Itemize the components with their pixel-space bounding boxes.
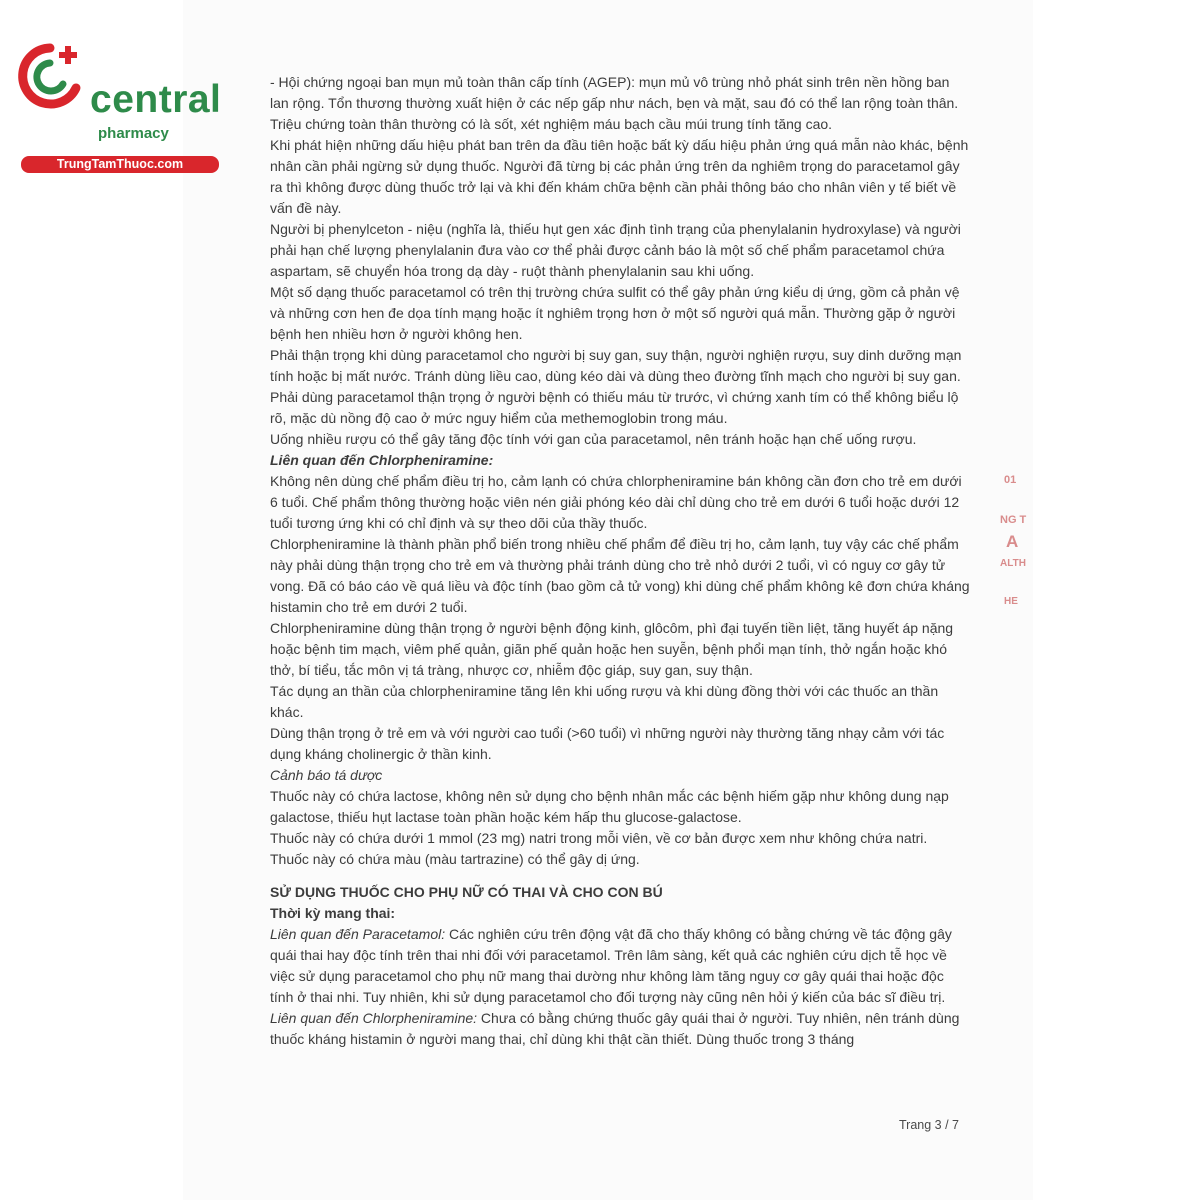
paragraph-text: Chưa có bằng chứng thuốc gây quái thai ở người. Tuy nhiên, nên tránh dùng thuốc kháng histamin ở người mang thai, chỉ dùng khi thật cần thiết. Dùng thuốc trong 3 tháng xyxy=(270,1010,960,1047)
body-paragraph: Người bị phenylceton - niệu (nghĩa là, thiếu hụt gen xác định tình trạng của phenylalanin hydroxylase) và người phải hạn chế lượng phenylalanin đưa vào cơ thể phải được cảnh báo là một số chế phẩm paracetamol chứa aspartam, sẽ chuyển hóa trong dạ dày - ruột thành phenylalanin sau khi uống. xyxy=(270,221,961,279)
paragraph-lead: Liên quan đến Chlorpheniramine: xyxy=(270,1010,478,1026)
red-stamp-fragment xyxy=(998,462,1028,622)
logo-brand-name: central xyxy=(90,78,222,121)
body-paragraph: Tác dụng an thần của chlorpheniramine tăng lên khi uống rượu và khi dùng đồng thời với các thuốc an thần khác. xyxy=(270,683,939,720)
logo-mark-icon xyxy=(10,38,90,118)
body-paragraph: Phải thận trọng khi dùng paracetamol cho người bị suy gan, suy thận, người nghiện rượu, suy dinh dưỡng mạn tính hoặc bị mất nước. Tránh dùng liều cao, dùng kéo dài và dùng theo đường tĩnh mạch cho người bị suy gan. xyxy=(270,347,962,384)
stamp-text: 01 xyxy=(1004,474,1017,486)
subsection-heading: Thời kỳ mang thai: xyxy=(270,905,396,921)
body-paragraph: Uống nhiều rượu có thể gây tăng độc tính với gan của paracetamol, nên tránh hoặc hạn chế uống rượu. xyxy=(270,431,917,447)
body-paragraph: Một số dạng thuốc paracetamol có trên thị trường chứa sulfit có thể gây phản ứng kiểu dị ứng, gồm cả phản vệ và những cơn hen đe dọa tính mạng hoặc ít nghiêm trọng hơn ở một số người quá mẫn. Thường gặp ở người bệnh hen nhiều hơn ở người không hen. xyxy=(270,284,960,342)
body-paragraph: Không nên dùng chế phẩm điều trị ho, cảm lạnh có chứa chlorpheniramine bán không cần đơn cho trẻ em dưới 6 tuổi. Chế phẩm thông thường hoặc viên nén giải phóng kéo dài chỉ dùng cho trẻ em dưới 6 tuổi hoặc dưới 12 tuổi tương ứng khi có chỉ định và sự theo dõi của thầy thuốc. xyxy=(270,473,962,531)
logo-subtitle: pharmacy xyxy=(98,125,169,142)
body-paragraph: Phải dùng paracetamol thận trọng ở người bệnh có thiếu máu từ trước, vì chứng xanh tím có thể không biểu lộ rõ, mặc dù nồng độ cao ở mức nguy hiểm của methemoglobin trong máu. xyxy=(270,389,959,426)
stamp-text: NG T xyxy=(1000,514,1027,526)
body-paragraph: Dùng thận trọng ở trẻ em và với người cao tuổi (>60 tuổi) vì những người này thường tăng nhạy cảm với tác dụng kháng cholinergic ở thần kinh. xyxy=(270,725,945,762)
central-pharmacy-logo[interactable] xyxy=(10,38,222,171)
stamp-text: A xyxy=(1006,532,1019,551)
paragraph-lead: Liên quan đến Paracetamol: xyxy=(270,926,446,942)
page-number: Trang 3 / 7 xyxy=(899,1118,959,1132)
body-paragraph xyxy=(270,924,970,1008)
body-paragraph: Khi phát hiện những dấu hiệu phát ban trên da đầu tiên hoặc bất kỳ dấu hiệu phản ứng quá mẫn nào khác, bệnh nhân cần phải ngừng sử dụng thuốc. Người đã từng bị các phản ứng trên da nghiêm trọng do paracetamol gây ra thì không được dùng thuốc trở lại và khi đến khám chữa bệnh cần phải thông báo cho nhân viên y tế biết về vấn đề này. xyxy=(270,137,969,216)
section-heading: SỬ DỤNG THUỐC CHO PHỤ NỮ CÓ THAI VÀ CHO CON BÚ xyxy=(270,884,663,900)
body-paragraph xyxy=(270,1008,970,1050)
body-paragraph: Thuốc này có chứa màu (màu tartrazine) có thể gây dị ứng. xyxy=(270,851,640,867)
stamp-text: HE xyxy=(1004,596,1018,607)
logo-website-banner[interactable]: TrungTamThuoc.com xyxy=(21,156,219,173)
paragraph-text: Các nghiên cứu trên động vật đã cho thấy không có bằng chứng về tác động gây quái thai hay độc tính trên thai nhi đối với paracetamol. Trên lâm sàng, kết quả các nghiên cứu dịch tễ học về việc sử dụng paracetamol cho phụ nữ mang thai dường như không làm tăng nguy cơ gây quái thai hoặc độc tính ở thai nhi. Tuy nhiên, khi sử dụng paracetamol cho đối tượng này cũng nên hỏi ý kiến của bác sĩ điều trị. xyxy=(270,926,952,1005)
body-paragraph: Chlorpheniramine là thành phần phổ biến trong nhiều chế phẩm để điều trị ho, cảm lạnh, tuy vậy các chế phẩm này phải dùng thận trọng cho trẻ em và thường phải tránh dùng cho trẻ nhỏ dưới 2 tuổi, vì có nguy cơ gây tử vong. Đã có báo cáo về quá liều và độc tính (bao gồm cả tử vong) khi dùng chế phẩm không kê đơn chứa kháng histamin cho trẻ em dưới 2 tuổi. xyxy=(270,536,970,615)
body-paragraph: Thuốc này có chứa lactose, không nên sử dụng cho bệnh nhân mắc các bệnh hiếm gặp như không dung nạp galactose, thiếu hụt lactase toàn phần hoặc kém hấp thu glucose-galactose. xyxy=(270,788,949,825)
document-body xyxy=(270,72,970,1050)
body-paragraph: - Hội chứng ngoại ban mụn mủ toàn thân cấp tính (AGEP): mụn mủ vô trùng nhỏ phát sinh trên nền hồng ban lan rộng. Tổn thương thường xuất hiện ở các nếp gấp như nách, bẹn và mặt, sau đó có thể lan rộng toàn thân. Triệu chứng toàn thân thường có là sốt, xét nghiệm máu bạch cầu múi trung tính tăng cao. xyxy=(270,74,959,132)
body-paragraph: Thuốc này có chứa dưới 1 mmol (23 mg) natri trong mỗi viên, về cơ bản được xem như không chứa natri. xyxy=(270,830,928,846)
stamp-text: ALTH xyxy=(1000,558,1026,569)
body-paragraph: Chlorpheniramine dùng thận trọng ở người bệnh động kinh, glôcôm, phì đại tuyến tiền liệt, tăng huyết áp nặng hoặc bệnh tim mạch, viêm phế quản, giãn phế quản hoặc hen suyễn, bệnh phổi mạn tính, thở ngắn hoặc khó thở, bí tiểu, tắc môn vị tá tràng, nhược cơ, nhiễm độc giáp, suy gan, suy thận. xyxy=(270,620,954,678)
subsection-title: Liên quan đến Chlorpheniramine: xyxy=(270,452,494,468)
subsection-title: Cảnh báo tá dược xyxy=(270,767,383,783)
